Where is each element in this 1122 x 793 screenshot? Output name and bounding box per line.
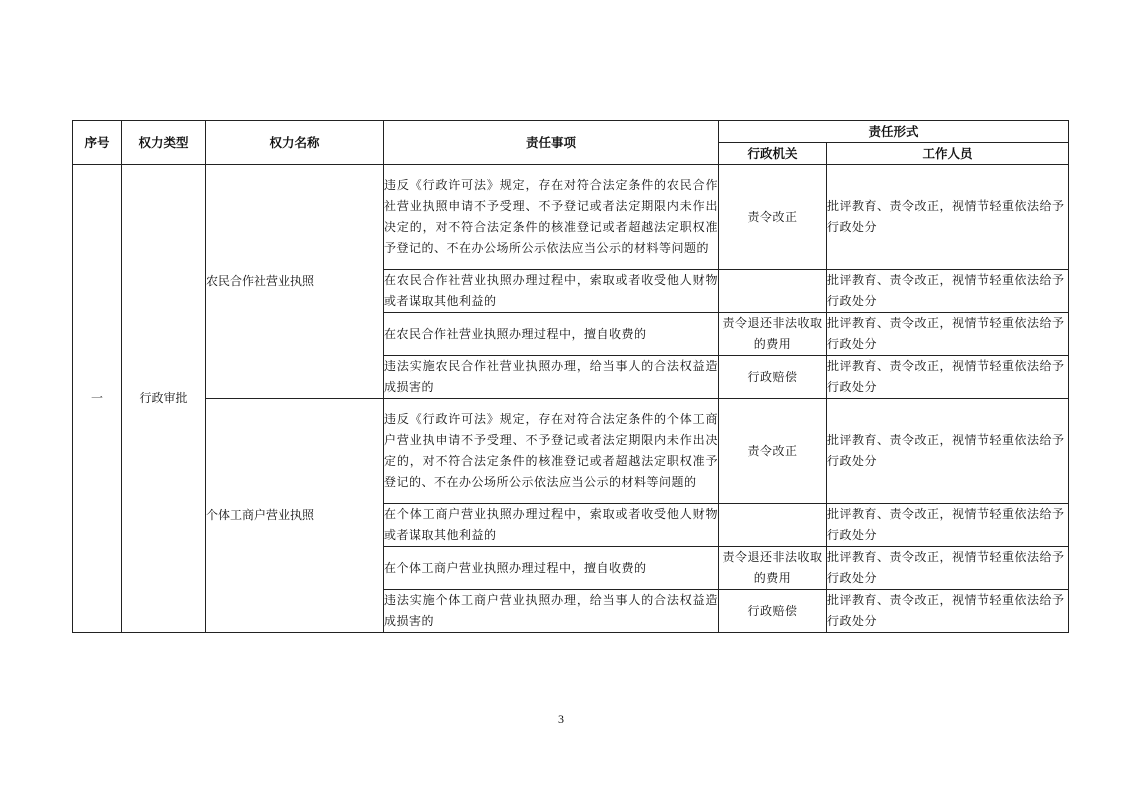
table-row — [73, 165, 1069, 270]
agency-responsibility: 责令退还非法收取的费用 — [719, 313, 827, 356]
page-number: 3 — [558, 712, 564, 726]
power-name-cell: 农民合作社营业执照 — [206, 165, 384, 399]
responsibility-item: 在农民合作社营业执照办理过程中，擅自收费的 — [384, 313, 719, 356]
header-power-name: 权力名称 — [206, 121, 384, 165]
agency-responsibility: 行政赔偿 — [719, 356, 827, 399]
agency-responsibility: 行政赔偿 — [719, 590, 827, 633]
agency-responsibility: 责令退还非法收取的费用 — [719, 547, 827, 590]
responsibility-item: 违法实施农民合作社营业执照办理，给当事人的合法权益造成损害的 — [384, 356, 719, 399]
agency-responsibility — [719, 270, 827, 313]
agency-responsibility: 责令改正 — [719, 399, 827, 504]
power-name-cell: 个体工商户营业执照 — [206, 399, 384, 633]
staff-responsibility: 批评教育、责令改正，视情节轻重依法给予行政处分 — [827, 356, 1069, 399]
responsibility-item: 在农民合作社营业执照办理过程中，索取或者收受他人财物或者谋取其他利益的 — [384, 270, 719, 313]
seq-cell: 一 — [73, 165, 122, 633]
responsibility-item: 在个体工商户营业执照办理过程中，擅自收费的 — [384, 547, 719, 590]
header-seq: 序号 — [73, 121, 122, 165]
responsibility-item: 违法实施个体工商户营业执照办理，给当事人的合法权益造成损害的 — [384, 590, 719, 633]
table-row — [73, 399, 1069, 504]
responsibility-item: 违反《行政许可法》规定，存在对符合法定条件的农民合作社营业执照申请不予受理、不予登记或者法定期限内未作出决定的，对不符合法定条件的核准登记或者超越法定职权准予登记的、不在办公场所公示依法应当公示的材料等问题的 — [384, 165, 719, 270]
header-agency: 行政机关 — [719, 143, 827, 165]
responsibility-item: 在个体工商户营业执照办理过程中，索取或者收受他人财物或者谋取其他利益的 — [384, 504, 719, 547]
staff-responsibility: 批评教育、责令改正，视情节轻重依法给予行政处分 — [827, 399, 1069, 504]
staff-responsibility: 批评教育、责令改正，视情节轻重依法给予行政处分 — [827, 504, 1069, 547]
responsibility-item: 违反《行政许可法》规定，存在对符合法定条件的个体工商户营业执申请不予受理、不予登记或者法定期限内未作出决定的，对不符合法定条件的核准登记或者超越法定职权准予登记的、不在办公场所公示依法应当公示的材料等问题的 — [384, 399, 719, 504]
header-power-type: 权力类型 — [122, 121, 206, 165]
staff-responsibility: 批评教育、责令改正，视情节轻重依法给予行政处分 — [827, 590, 1069, 633]
header-responsibility: 责任事项 — [384, 121, 719, 165]
responsibility-table — [72, 120, 1069, 633]
agency-responsibility: 责令改正 — [719, 165, 827, 270]
staff-responsibility: 批评教育、责令改正，视情节轻重依法给予行政处分 — [827, 313, 1069, 356]
staff-responsibility: 批评教育、责令改正，视情节轻重依法给予行政处分 — [827, 547, 1069, 590]
header-staff: 工作人员 — [827, 143, 1069, 165]
agency-responsibility — [719, 504, 827, 547]
header-responsibility-form: 责任形式 — [719, 121, 1069, 143]
staff-responsibility: 批评教育、责令改正，视情节轻重依法给予行政处分 — [827, 165, 1069, 270]
power-type-cell: 行政审批 — [122, 165, 206, 633]
staff-responsibility: 批评教育、责令改正，视情节轻重依法给予行政处分 — [827, 270, 1069, 313]
